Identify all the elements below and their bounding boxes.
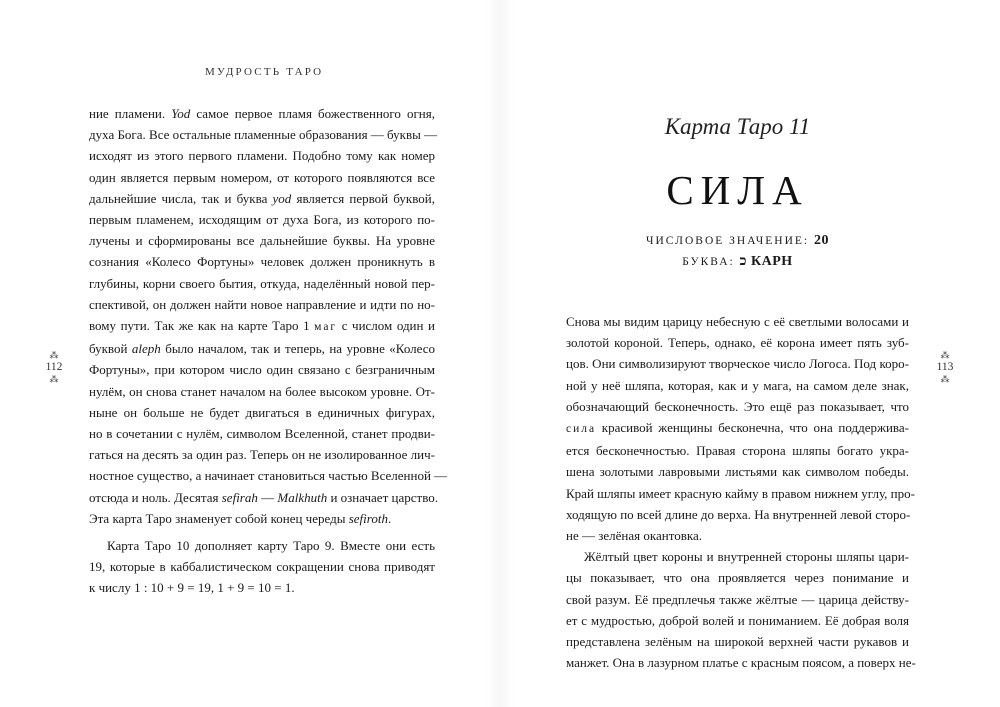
page-number-right [931, 350, 959, 384]
text-line: гаться на десять за один раз. Теперь он не изолированное лич- [89, 447, 435, 463]
text-line: ходящую по всей длине до верха. На внутренней левой сторо- [566, 506, 911, 522]
text-line: сознания «Колесо Фортуны» человек должен проникнуть в [89, 254, 435, 270]
text-line: Снова мы видим царицу небесную с её светлыми волосами и [566, 314, 909, 329]
card-subtitle: Карта Таро 11 [664, 114, 811, 139]
text-line: исходят из этого первого пламени. Подобно тому как номер [89, 148, 435, 164]
text-line: спективой, он должен найти новое направление и идти по но- [89, 296, 435, 312]
page-number-right-value: 113 [936, 361, 954, 373]
folio-ornament-bottom-icon: ⁂ [940, 374, 950, 384]
text-line: глубины, корни своего бытия, откуда, наделённый новой пер- [89, 275, 435, 291]
text-line: отсюда и ноль. Десятая sefirah — Malkhuth и означает царство. [89, 489, 438, 505]
text-line: Край шляпы имеет красную кайму в правом нижнем углу, про- [566, 485, 915, 501]
folio-ornament-bottom-icon: ⁂ [49, 374, 59, 384]
text-line: к числу 1 : 10 + 9 = 19, 1 + 9 = 10 = 1. [89, 580, 295, 596]
text-line: духа Бога. Все остальные пламенные образования — буквы — [89, 127, 438, 143]
text-line: ние пламени. Yod самое первое пламя божественного огня, [89, 106, 435, 121]
page-number-left [40, 350, 68, 384]
italic-term: Malkhuth [277, 489, 328, 505]
text-line: манжет. Она в лазурном платье с красным поясом, а поверх не- [566, 655, 916, 671]
text-line: вому пути. Так же как на карте Таро 1 маг с числом один и [89, 318, 435, 334]
italic-term: aleph [131, 341, 161, 357]
spaced-term: сила [566, 423, 597, 436]
text-line: ностное существо, а начинает становиться частью Вселенной — [89, 468, 448, 484]
text-line: сила красивой женщины бесконечна, что она поддержива- [566, 420, 909, 436]
letter-value: כ КАРН [739, 254, 793, 269]
text-line: свой разум. Её предплечья также жёлтые — царица действу- [566, 591, 909, 607]
text-line: шена золотыми лавровыми листьями как символом победы. [566, 464, 909, 480]
spaced-term: маг [314, 321, 338, 334]
left-body-text [89, 103, 448, 599]
text-line: Эта карта Таро знаменует собой конец череды sefiroth. [89, 510, 392, 526]
text-line: золотой короной. Теперь, однако, её корона имеет пять зуб- [566, 335, 909, 351]
text-line: нулём, он снова станет началом на более высоком уровне. От- [89, 383, 435, 399]
italic-term: yod [272, 190, 292, 206]
text-line: один является первым номером, от которого появляются все [89, 169, 435, 185]
folio-ornament-top-icon: ⁂ [940, 350, 950, 360]
text-line: ной у неё шляпа, которая, как и у мага, на самом деле знак, [566, 377, 909, 393]
folio-ornament-top-icon: ⁂ [49, 350, 59, 360]
numeric-value-line [566, 233, 909, 249]
italic-term: sefirah [221, 489, 258, 505]
right-body-text [566, 311, 916, 673]
text-line: буквой aleph было началом, так и теперь, на уровне «Колесо [89, 341, 435, 357]
text-line: Фортуны», при котором число один связано с безграничным [89, 362, 435, 378]
text-line: первым пламенем, исходящим от духа Бога, из которого по- [89, 212, 435, 228]
page-number-left-value: 112 [45, 361, 63, 373]
running-head: МУДРОСТЬ ТАРО [205, 66, 324, 78]
text-line: дальнейшие числа, так и буква yod является первой буквой, [89, 190, 435, 206]
text-line: Карта Таро 10 дополняет карту Таро 9. Вместе они есть [107, 538, 435, 554]
letter-label: БУКВА: [682, 256, 740, 268]
text-line: лучены и сформированы все дальнейшие буквы. На уровне [89, 233, 435, 249]
text-line: обозначающий бесконечность. Это ещё раз показывает, что [566, 398, 909, 414]
text-line: ныне он больше не будет двигаться в единичных фигурах, [89, 404, 435, 420]
numeric-value-label: ЧИСЛОВОЕ ЗНАЧЕНИЕ: [646, 235, 814, 247]
text-line: ет с мудростью, доброй волей и пониманием. Её добрая воля [566, 612, 909, 628]
text-line: представлена зелёным на широкой верхней части рукавов и [566, 634, 909, 650]
text-line: но в сочетании с нулём, символом Вселенной, станет продви- [89, 426, 435, 442]
italic-term: sefiroth [348, 510, 388, 526]
text-line: цов. Они символизируют творческое число Логоса. Под коро- [566, 356, 909, 372]
card-title: СИЛА [666, 167, 809, 213]
italic-term: Yod [171, 106, 191, 121]
text-line: не — зелёная окантовка. [566, 528, 702, 544]
text-line: цы показывает, что она проявляется через понимание и [566, 570, 909, 586]
text-line: 19, которые в каббалистическом сокращении снова приводят [89, 559, 435, 575]
text-line: ется бесконечностью. Правая сторона шляпы богато укра- [566, 443, 909, 459]
letter-line [566, 254, 909, 270]
numeric-value: 20 [813, 233, 829, 248]
text-line: Жёлтый цвет короны и внутренней стороны шляпы цари- [584, 549, 909, 565]
